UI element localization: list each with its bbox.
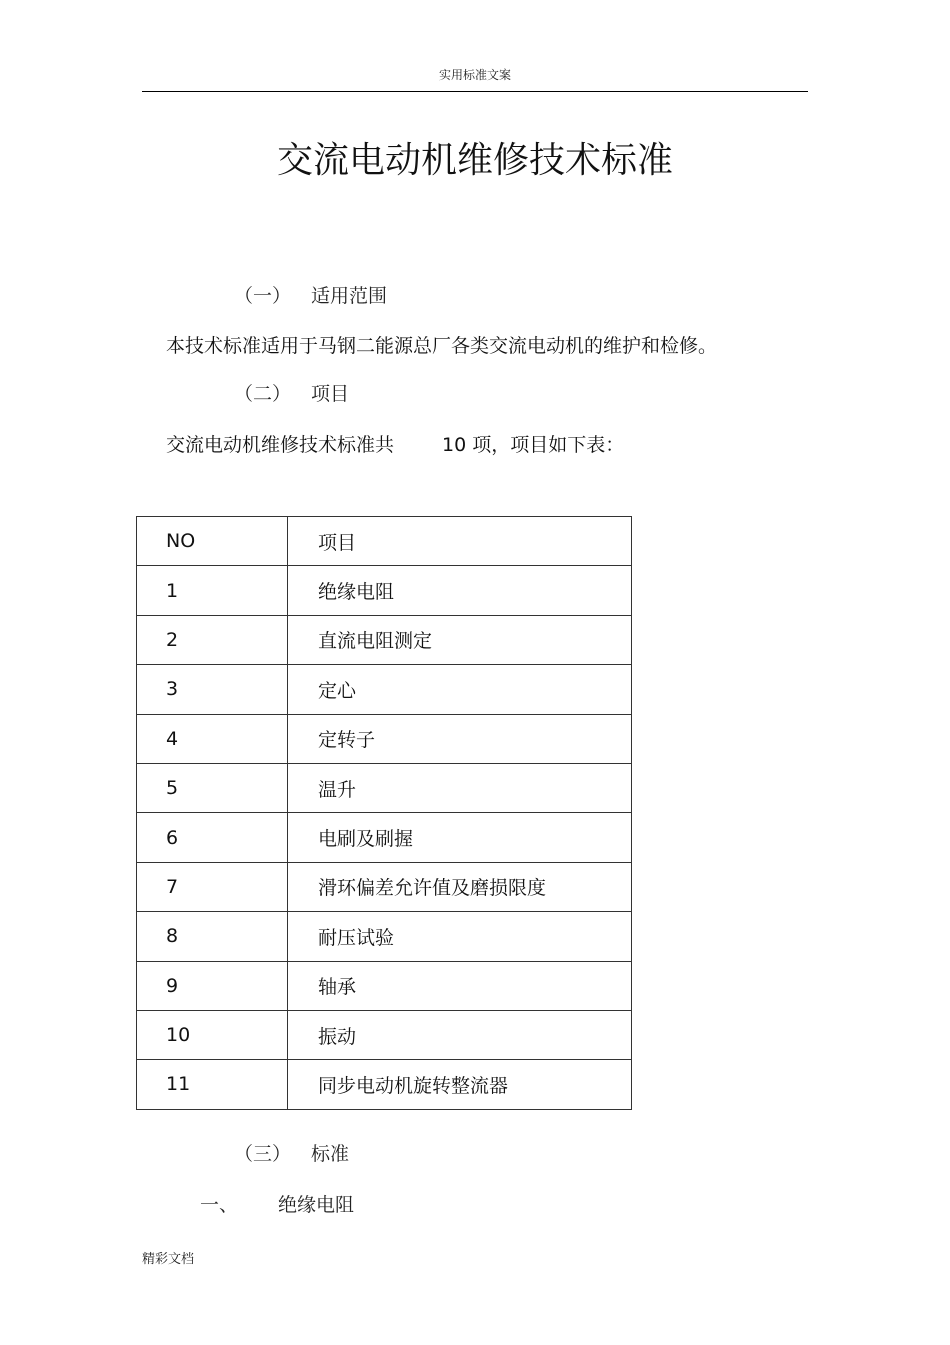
table-row bbox=[137, 665, 632, 714]
header-item: 项目 bbox=[288, 517, 632, 566]
row-item-cell: 温升 bbox=[288, 763, 632, 812]
row-number-cell: 6 bbox=[137, 813, 288, 862]
table-row bbox=[137, 714, 632, 763]
items-intro-count: 10 项，项目如下表： bbox=[442, 434, 625, 456]
table-header-row bbox=[137, 517, 632, 566]
items-intro-text: 交流电动机维修技术标准共 bbox=[166, 434, 395, 456]
page-footer: 精彩文档 bbox=[142, 1252, 195, 1267]
row-number-cell: 1 bbox=[137, 566, 288, 615]
scope-paragraph: 本技术标准适用于马钢二能源总厂各类交流电动机的维护和检修。 bbox=[166, 335, 718, 357]
row-item-cell: 滑环偏差允许值及磨损限度 bbox=[288, 862, 632, 911]
section-1-number: （一） bbox=[234, 285, 292, 307]
items-table bbox=[136, 516, 632, 1110]
table-row bbox=[137, 862, 632, 911]
row-item-cell: 轴承 bbox=[288, 961, 632, 1010]
table-row bbox=[137, 763, 632, 812]
table-row bbox=[137, 961, 632, 1010]
section-2-title: 项目 bbox=[311, 383, 350, 405]
row-number-cell: 11 bbox=[137, 1060, 288, 1109]
header-no: NO bbox=[137, 517, 288, 566]
header-rule bbox=[142, 91, 808, 92]
row-item-cell: 绝缘电阻 bbox=[288, 566, 632, 615]
row-number-cell: 4 bbox=[137, 714, 288, 763]
subsection-title: 绝缘电阻 bbox=[278, 1194, 355, 1216]
row-item-cell: 直流电阻测定 bbox=[288, 615, 632, 664]
table-row bbox=[137, 566, 632, 615]
row-item-cell: 电刷及刷握 bbox=[288, 813, 632, 862]
row-number-cell: 8 bbox=[137, 912, 288, 961]
row-item-cell: 定转子 bbox=[288, 714, 632, 763]
row-number-cell: 10 bbox=[137, 1010, 288, 1059]
section-3-number: （三） bbox=[234, 1143, 292, 1165]
section-1-title: 适用范围 bbox=[311, 285, 388, 307]
row-item-cell: 定心 bbox=[288, 665, 632, 714]
subsection-number: 一、 bbox=[200, 1194, 239, 1216]
row-number-cell: 9 bbox=[137, 961, 288, 1010]
table-row bbox=[137, 1010, 632, 1059]
table-row bbox=[137, 813, 632, 862]
row-number-cell: 7 bbox=[137, 862, 288, 911]
row-number-cell: 3 bbox=[137, 665, 288, 714]
running-header: 实用标准文案 bbox=[438, 68, 511, 82]
section-3-title: 标准 bbox=[311, 1143, 350, 1165]
table-row bbox=[137, 912, 632, 961]
row-item-cell: 耐压试验 bbox=[288, 912, 632, 961]
table-row bbox=[137, 615, 632, 664]
document-title: 交流电动机维修技术标准 bbox=[276, 140, 673, 181]
row-item-cell: 同步电动机旋转整流器 bbox=[288, 1060, 632, 1109]
row-number-cell: 2 bbox=[137, 615, 288, 664]
table-row bbox=[137, 1060, 632, 1109]
row-item-cell: 振动 bbox=[288, 1010, 632, 1059]
row-number-cell: 5 bbox=[137, 763, 288, 812]
section-2-number: （二） bbox=[234, 383, 292, 405]
